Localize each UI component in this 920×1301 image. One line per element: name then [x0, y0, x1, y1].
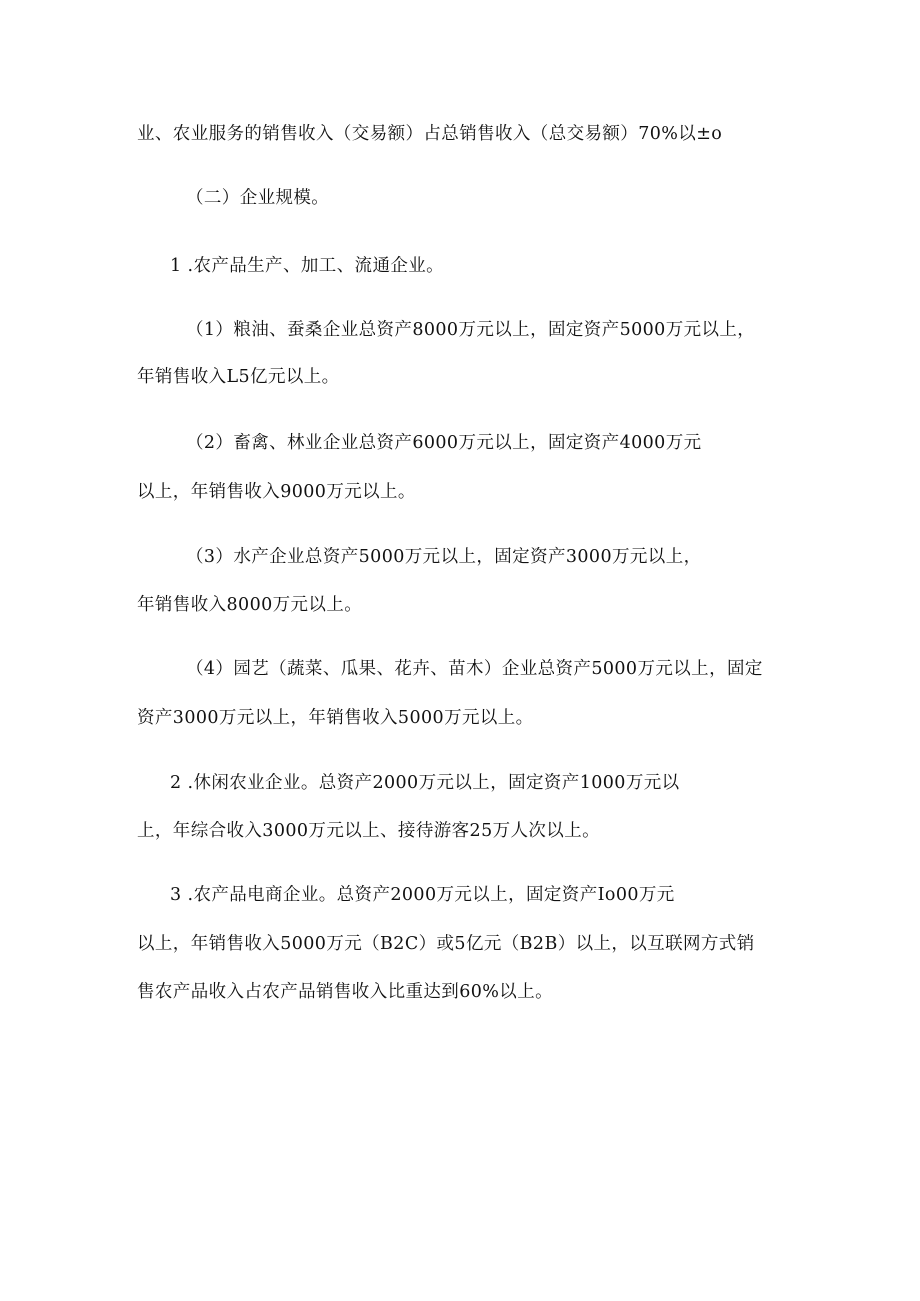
item-heading-1: 1 .农产品生产、加工、流通企业。: [170, 256, 445, 276]
item-2-line-2: 上，年综合收入3000万元以上、接待游客25万人次以上。: [137, 821, 601, 841]
section-heading-enterprise-scale: （二）企业规模。: [186, 188, 330, 208]
item-3-line-3: 售农产品收入占农产品销售收入比重达到60%以上。: [137, 982, 553, 1002]
subitem-3-line-2: 年销售收入8000万元以上。: [137, 595, 363, 615]
subitem-3-line-1: （3）水产企业总资产5000万元以上，固定资产3000万元以上，: [186, 547, 702, 567]
item-3-line-2: 以上，年销售收入5000万元（B2C）或5亿元（B2B）以上，以互联网方式销: [137, 934, 755, 954]
subitem-4-line-1: （4）园艺（蔬菜、瓜果、花卉、苗木）企业总资产5000万元以上，固定: [186, 659, 763, 679]
subitem-4-line-2: 资产3000万元以上，年销售收入5000万元以上。: [137, 708, 534, 728]
item-2-line-1: 2 .休闲农业企业。总资产2000万元以上，固定资产1000万元以: [170, 773, 680, 793]
subitem-1-line-2: 年销售收入L5亿元以上。: [137, 367, 340, 387]
text-line-1: 业、农业服务的销售收入（交易额）占总销售收入（总交易额）70%以±o: [137, 124, 723, 144]
item-3-line-1: 3 .农产品电商企业。总资产2000万元以上，固定资产Io00万元: [170, 885, 675, 905]
subitem-2-line-2: 以上，年销售收入9000万元以上。: [137, 482, 416, 502]
subitem-2-line-1: （2）畜禽、林业企业总资产6000万元以上，固定资产4000万元: [186, 433, 702, 453]
subitem-1-line-1: （1）粮油、蚕桑企业总资产8000万元以上，固定资产5000万元以上，: [186, 320, 756, 340]
